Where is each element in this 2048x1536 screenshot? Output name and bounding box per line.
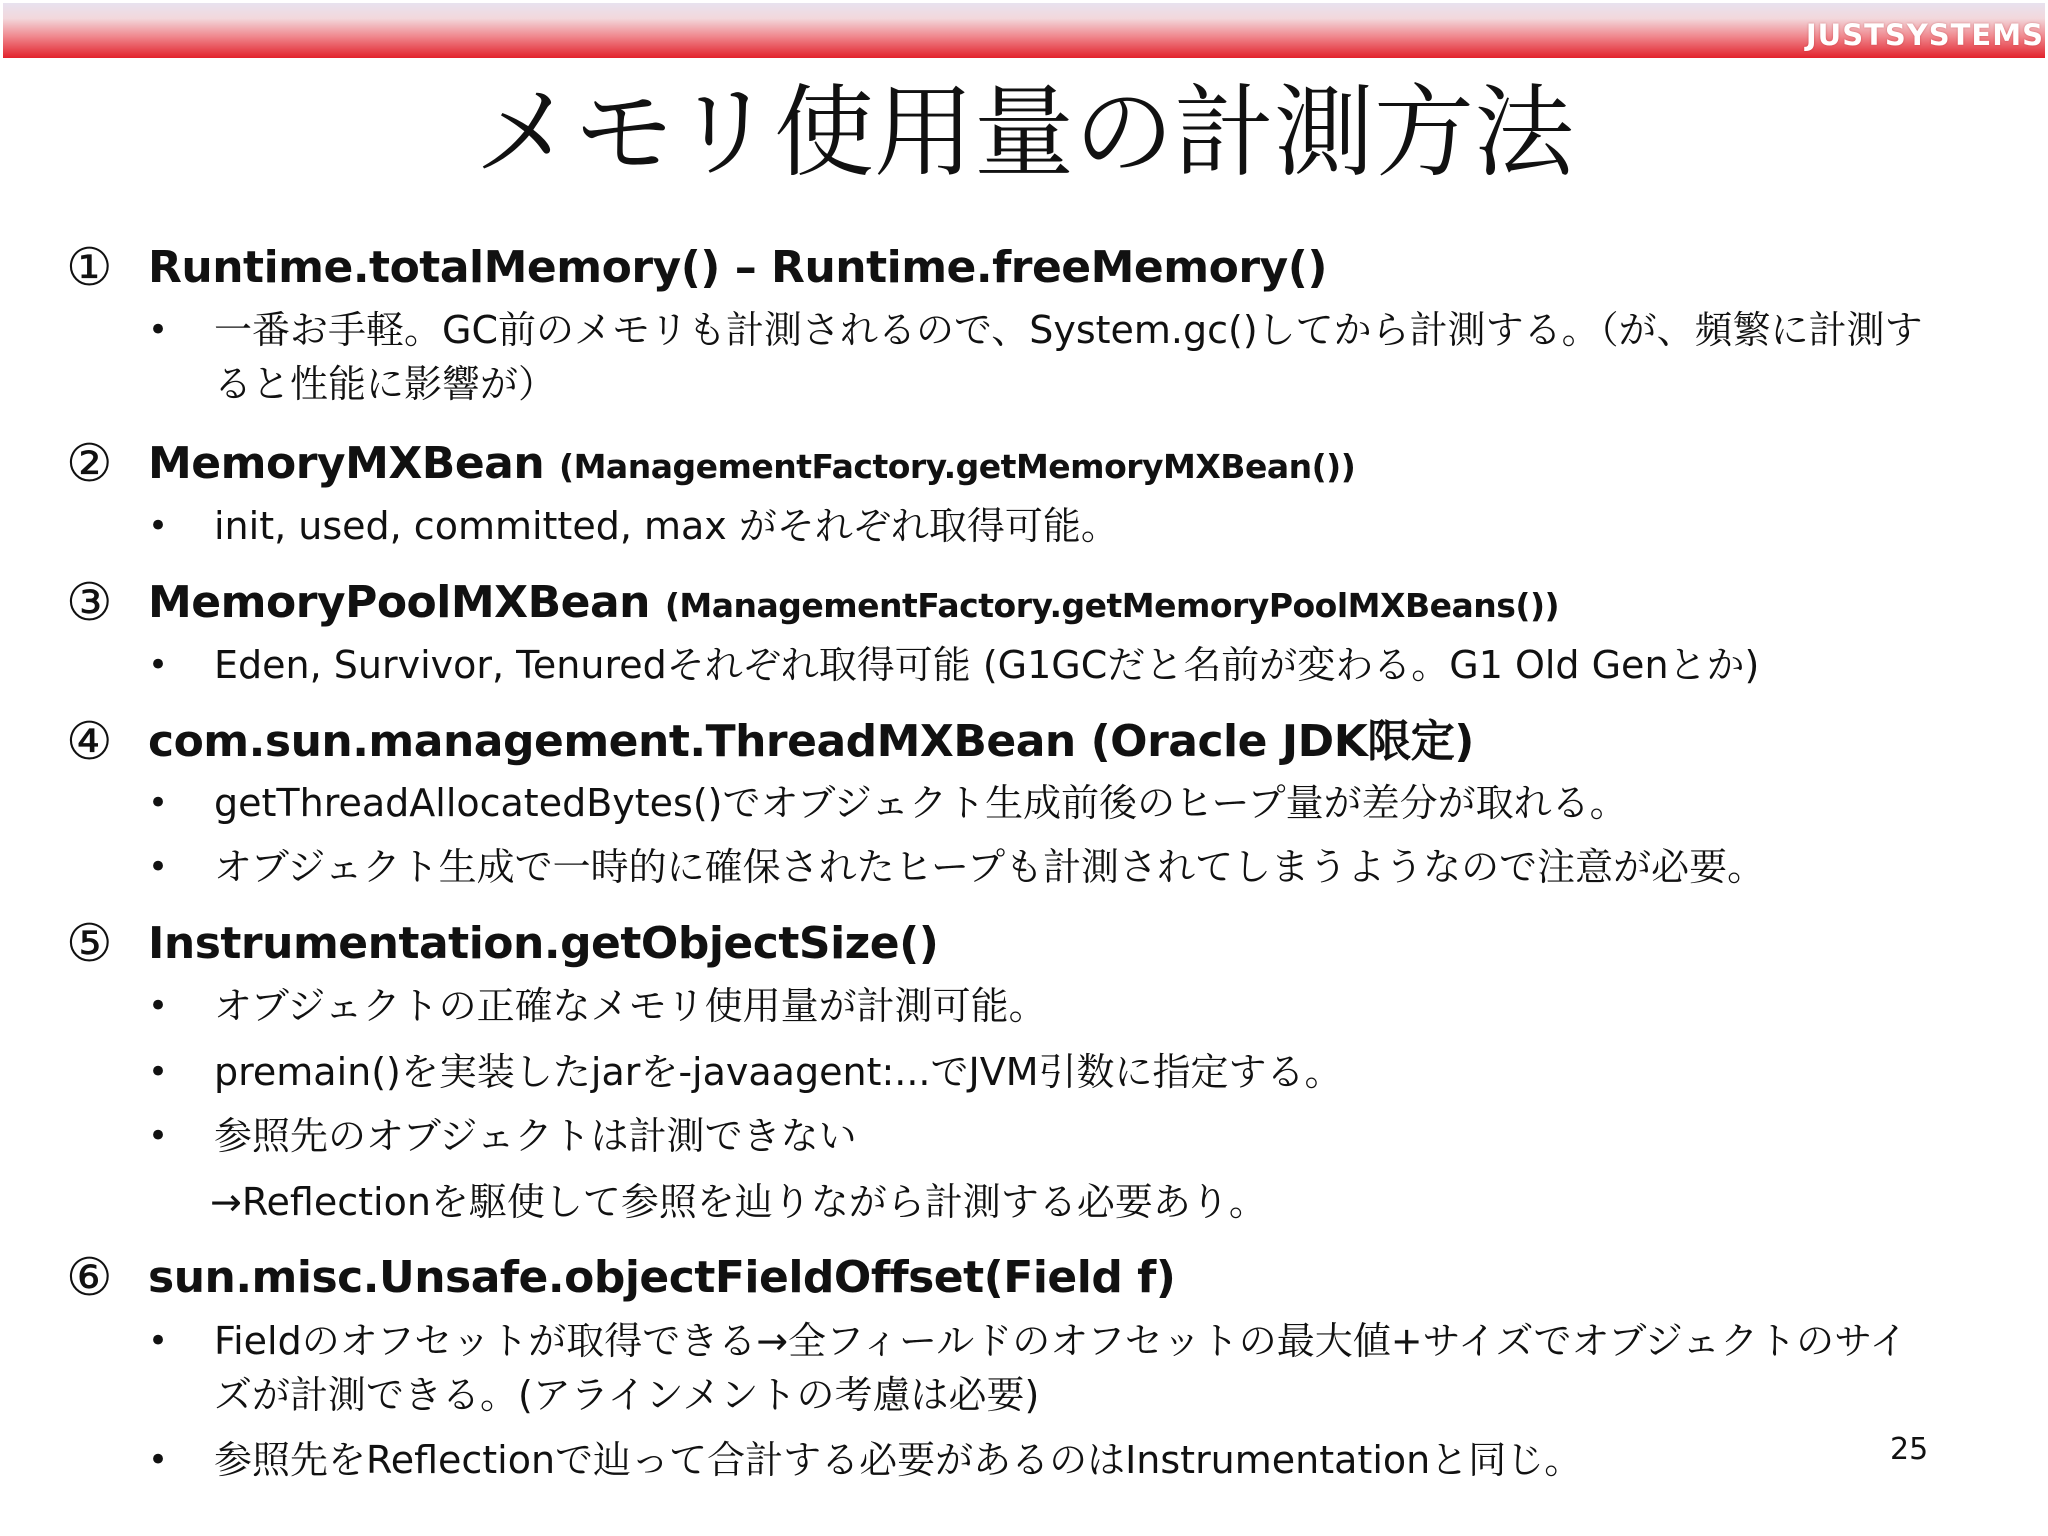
bullet-text: init, used, committed, max がそれぞれ取得可能。 [214, 504, 1119, 548]
section-number: ① [66, 238, 113, 298]
section-heading-text: Runtime.totalMemory() – Runtime.freeMemory() [148, 242, 1327, 293]
bullet-icon: • [148, 783, 169, 823]
bullet-icon: • [148, 1321, 169, 1361]
header-bar [3, 3, 2045, 58]
section-heading-paren: (ManagementFactory.getMemoryMXBean()) [559, 447, 1356, 486]
section-heading [148, 912, 938, 976]
section-number: ② [66, 434, 113, 494]
section-heading [148, 571, 1559, 638]
section-number: ⑤ [66, 914, 113, 974]
bullet-text: premain()を実装したjarを-javaagent:...でJVM引数に指定する。 [214, 1050, 1343, 1094]
bullet-text: 参照先をReflectionで辿って合計する必要があるのはInstrumentationと同じ。 [214, 1438, 1583, 1482]
brand-logo: JUSTSYSTEMS [1805, 18, 2044, 52]
bullet-text: 参照先のオブジェクトは計測できない [214, 1114, 857, 1158]
section-heading [148, 432, 1355, 499]
bullet-icon: • [148, 310, 169, 350]
section-heading-text: MemoryMXBean [148, 438, 545, 489]
bullet-text: Fieldのオフセットが取得できる→全フィールドのオフセットの最大値+サイズでオブジェクトのサイズが計測できる。(アラインメントの考慮は必要) [214, 1319, 1908, 1417]
section-heading-text: com.sun.management.ThreadMXBean (Oracle JDK限定) [148, 716, 1474, 767]
bullet-text: 一番お手軽。GC前のメモリも計測されるので、System.gc()してから計測する。（が、頻繁に計測すると性能に影響が） [214, 308, 1923, 406]
section-number: ④ [66, 712, 113, 772]
bullet-icon: • [148, 986, 169, 1026]
section-heading [148, 1246, 1175, 1310]
bullet-icon: • [148, 847, 169, 887]
section-number: ⑥ [66, 1248, 113, 1308]
section-number: ③ [66, 573, 113, 633]
bullet-text: オブジェクト生成で一時的に確保されたヒープも計測されてしまうようなので注意が必要。 [214, 845, 1766, 889]
section-heading-paren: (ManagementFactory.getMemoryPoolMXBeans()) [664, 586, 1560, 625]
section-heading [148, 236, 1327, 300]
bullet-text: オブジェクトの正確なメモリ使用量が計測可能。 [214, 984, 1047, 1028]
slide-title: メモリ使用量の計測方法 [474, 74, 1574, 191]
bullet-icon: • [148, 1052, 169, 1092]
bullet-text: getThreadAllocatedBytes()でオブジェクト生成前後のヒープ量が差分が取れる。 [214, 781, 1628, 825]
section-heading-text: sun.misc.Unsafe.objectFieldOffset(Field f) [148, 1252, 1176, 1303]
bullet-icon: • [148, 1116, 169, 1156]
continuation-text: →Reflectionを駆使して参照を辿りながら計測する必要あり。 [210, 1180, 1267, 1224]
section-heading-text: Instrumentation.getObjectSize() [148, 918, 939, 969]
bullet-icon: • [148, 506, 169, 546]
section-heading-text: MemoryPoolMXBean [148, 577, 650, 628]
section-heading [148, 710, 1474, 774]
page-number: 25 [1890, 1432, 1929, 1467]
bullet-icon: • [148, 645, 169, 685]
bullet-text: Eden, Survivor, Tenuredそれぞれ取得可能 (G1GCだと名前が変わる。G1 Old Genとか) [214, 643, 1760, 687]
bullet-icon: • [148, 1440, 169, 1480]
